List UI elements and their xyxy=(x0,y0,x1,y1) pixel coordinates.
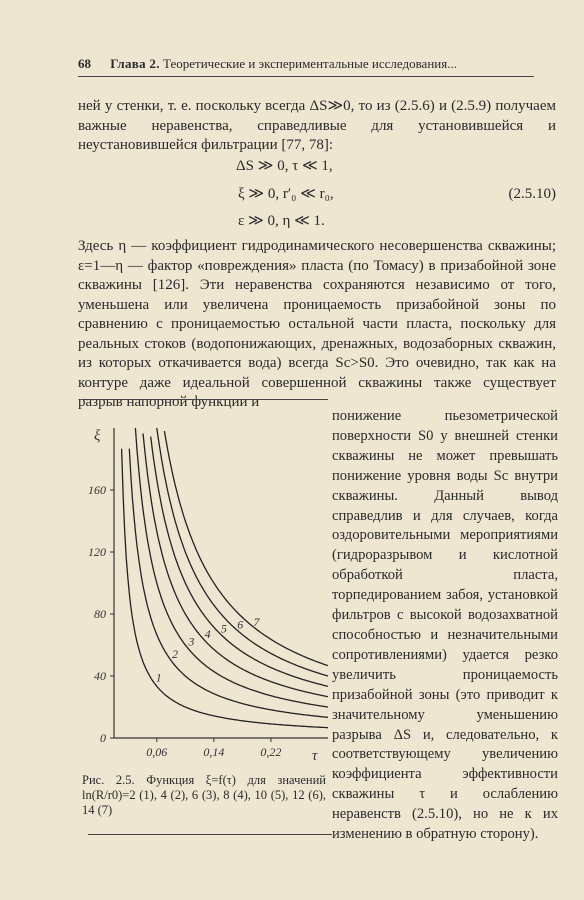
x-tick-label: 0,06 xyxy=(146,745,168,759)
y-tick-label: 0 xyxy=(100,731,106,745)
y-tick-label: 160 xyxy=(88,483,106,497)
intro-paragraph: ней у стенки, т. е. поскольку всегда ΔS≫0, то из (2.5.6) и (2.5.9) получаем важные неравенства, справедливые для установившейся и неустановившейся фильтрации [77, 78]: xyxy=(78,98,556,153)
equation-block xyxy=(78,156,556,228)
figure-caption: Рис. 2.5. Функция ξ=f(τ) для значений ln(R/r0)=2 (1), 4 (2), 6 (3), 8 (4), 10 (5), 12 (6), 14 (7) xyxy=(82,773,326,817)
curve-label-2: 2 xyxy=(172,647,179,662)
figure-2-5 xyxy=(78,418,338,773)
equation-line-2: ξ ≫ 0, r′₀ ≪ r₀, xyxy=(238,186,334,202)
y-tick-label: 120 xyxy=(88,545,106,559)
chapter-title: Теоретические и экспериментальные исследования... xyxy=(163,56,457,71)
curve-label-7: 7 xyxy=(253,614,260,629)
x-tick-label: 0,14 xyxy=(203,745,225,759)
y-tick-label: 80 xyxy=(94,607,106,621)
y-axis-label: ξ xyxy=(94,428,101,444)
equation-line-1: ΔS ≫ 0, τ ≪ 1, xyxy=(236,158,333,174)
equation-number: (2.5.10) xyxy=(508,186,556,202)
curve-6 xyxy=(157,428,328,676)
running-header xyxy=(78,56,534,77)
curve-label-5: 5 xyxy=(220,621,227,636)
curve-7 xyxy=(164,431,328,666)
y-tick-label: 40 xyxy=(94,669,106,683)
x-tick-label: 0,22 xyxy=(260,745,282,759)
curve-label-4: 4 xyxy=(204,626,211,641)
equation-line-3: ε ≫ 0, η ≪ 1. xyxy=(238,213,325,229)
x-axis-label: τ xyxy=(312,748,318,764)
page-number: 68 xyxy=(78,56,91,71)
xi-tau-chart xyxy=(78,418,338,773)
curve-4 xyxy=(143,433,328,696)
figure-top-rule xyxy=(82,399,328,400)
figure-bottom-rule xyxy=(88,834,332,835)
curve-3 xyxy=(135,428,328,707)
curve-label-1: 1 xyxy=(155,670,162,685)
curve-label-3: 3 xyxy=(188,634,195,649)
curve-label-6: 6 xyxy=(237,617,244,632)
right-column-text: понижение пьезометрической поверхности S0 у внешней стенки скважины не может превышать понижение уровня воды Sc внутри скважины. Данный вывод справедлив и для случаев, когда оздоровительными мероприятиями (гидроразрывом и кислотной обработкой пласта, торпедированием забоя, установкой фильтров с высокой водозахватной способностью и незначительными сопротивлениями) удается резко увеличить проницаемость призабойной зоны (это приводит к значительному уменьшению разрыва ΔS и, следовательно, к соответствующему увеличению коэффициента эффективности скважины τ и ослаблению неравенств (2.5.10), но не к их изменению в обратную сторону). xyxy=(332,408,558,843)
chapter-label: Глава 2. xyxy=(110,56,160,71)
body-paragraph: Здесь η — коэффициент гидродинамического несовершенства скважины; ε=1—η — фактор «повреждения» пласта (по Томасу) в призабойной зоне скважины [126]. Эти неравенства сохраняются независимо от того, уменьшена или увеличена проницаемость призабойной зоны по сравнению с проницаемостью остальной части пласта, поскольку для реальных стоков (водопонижающих, дренажных, водозаборных скважин, из которых откачивается вода) всегда Sc>S0. Это очевидно, так как на контуре даже идеальной совершенной скважины также существует разрыв напорной функции и xyxy=(78,238,556,410)
curve-1 xyxy=(122,449,328,728)
